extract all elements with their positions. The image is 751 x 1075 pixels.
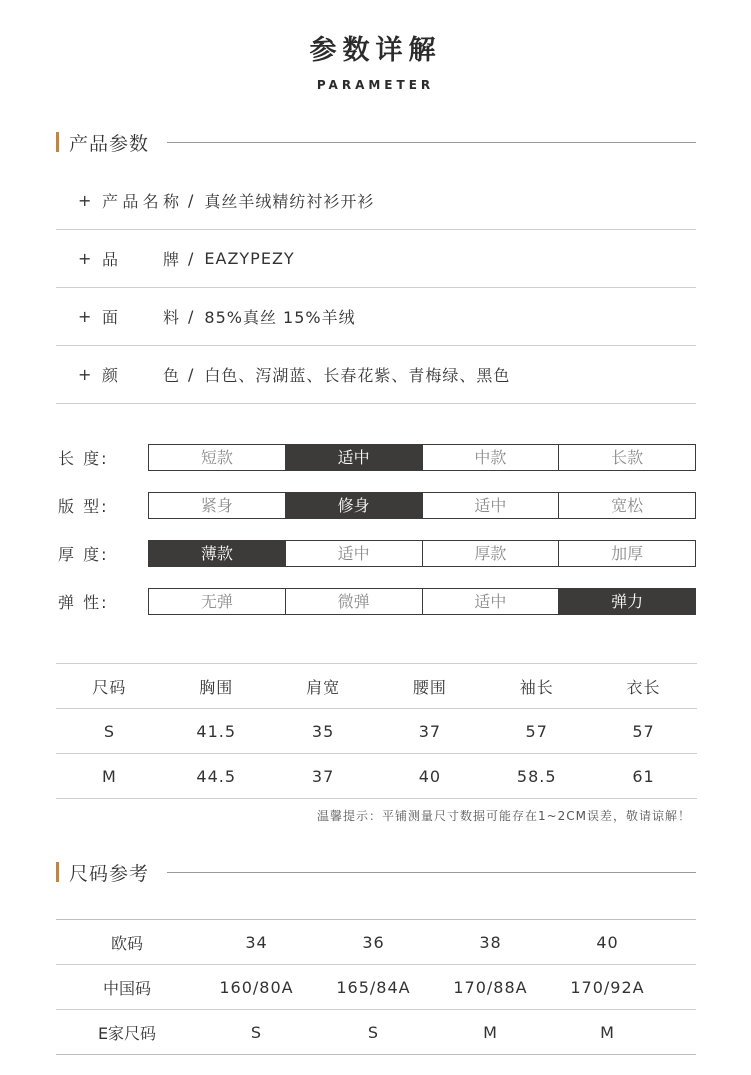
- table-cell: 160/80A: [219, 977, 294, 997]
- param-key: 产 品 名 称: [102, 192, 180, 211]
- scale-option: 紧身: [149, 493, 286, 518]
- table-row: [56, 709, 697, 754]
- param-row-color: [56, 346, 696, 404]
- param-row-brand: [56, 230, 696, 288]
- table-cell: 170/92A: [570, 977, 645, 997]
- table-cell: 35: [311, 721, 335, 741]
- table-cell: 57: [632, 721, 655, 741]
- row-label: 中国码: [102, 978, 151, 998]
- table-cell: 165/84A: [336, 977, 411, 997]
- accent-bar: [56, 862, 59, 882]
- param-separator: /: [188, 307, 195, 326]
- table-cell: 40: [418, 766, 442, 786]
- product-param-list: [56, 172, 696, 404]
- table-header-cell: 尺码: [92, 677, 127, 697]
- table-cell: S: [367, 1022, 380, 1042]
- table-header-row: [56, 664, 697, 709]
- scale-option: 宽松: [611, 496, 644, 515]
- param-value: 真丝羊绒精纺衬衫开衫: [204, 192, 375, 211]
- scale-option: 适中: [423, 589, 560, 614]
- table-cell: 40: [596, 932, 619, 952]
- param-separator: /: [188, 249, 195, 268]
- table-header-cell: 胸围: [199, 677, 234, 697]
- table-cell: 170/88A: [453, 977, 528, 997]
- scale-option: 薄款: [149, 541, 286, 566]
- scale-option: 短款: [149, 445, 286, 470]
- table-cell: 36: [362, 932, 385, 952]
- table-row: [56, 965, 696, 1010]
- page-subtitle: PARAMETER: [316, 78, 435, 92]
- scale-options: [148, 492, 696, 519]
- attribute-scales: [58, 444, 698, 636]
- scale-option: 长款: [611, 448, 644, 467]
- scale-option: 微弹: [286, 589, 423, 614]
- section-label: 尺码参考: [69, 862, 150, 885]
- plus-icon: +: [78, 307, 93, 326]
- param-separator: /: [188, 365, 195, 384]
- table-cell: 34: [245, 932, 268, 952]
- table-cell: M: [600, 1022, 615, 1042]
- scale-option: 弹力: [559, 589, 695, 614]
- scale-option: 修身: [286, 493, 423, 518]
- scale-options: [148, 444, 696, 471]
- param-key: 面 料: [102, 308, 180, 327]
- table-cell: 37: [418, 721, 442, 741]
- section-label: 产品参数: [69, 132, 150, 155]
- scale-row-elasticity: [58, 588, 698, 636]
- scale-option: 适中: [423, 493, 560, 518]
- param-row-fabric: [56, 288, 696, 346]
- table-header-cell: 腰围: [412, 677, 447, 697]
- row-label: 欧码: [110, 933, 143, 953]
- size-table: [56, 663, 697, 799]
- scale-row-thickness: [58, 540, 698, 588]
- plus-icon: +: [78, 365, 93, 384]
- table-cell: 58.5: [516, 766, 557, 786]
- table-row: [56, 754, 697, 799]
- scale-options: [148, 540, 696, 567]
- table-cell: S: [250, 1022, 263, 1042]
- param-value: 白色、泻湖蓝、长春花紫、青梅绿、黑色: [204, 366, 511, 385]
- param-key: 品 牌: [102, 250, 180, 269]
- param-value: EAZYPEZY: [204, 249, 295, 268]
- table-cell: 61: [632, 766, 655, 786]
- table-cell: M: [102, 766, 117, 786]
- row-label: E家尺码: [97, 1023, 157, 1043]
- plus-icon: +: [78, 249, 93, 268]
- table-row: [56, 1010, 696, 1055]
- scale-options: [148, 588, 696, 615]
- scale-option: 中款: [423, 445, 560, 470]
- divider-line: [167, 872, 696, 873]
- accent-bar: [56, 132, 59, 152]
- scale-label: 版 型:: [58, 497, 109, 516]
- measurement-note: 温馨提示：平铺测量尺寸数据可能存在1~2CM误差，敬请谅解！: [316, 809, 691, 823]
- table-cell: S: [103, 721, 115, 741]
- size-reference-table: [56, 919, 696, 1055]
- table-row: [56, 920, 696, 965]
- table-cell: 44.5: [196, 766, 237, 786]
- table-header-cell: 袖长: [519, 677, 554, 697]
- param-separator: /: [188, 191, 195, 210]
- param-key: 颜 色: [102, 366, 180, 385]
- scale-label: 厚 度:: [58, 545, 109, 564]
- scale-option: 无弹: [149, 589, 286, 614]
- scale-label: 长 度:: [58, 449, 109, 468]
- param-value: 85%真丝 15%羊绒: [204, 308, 356, 327]
- size-ref-section-heading: [56, 860, 696, 884]
- scale-option: 加厚: [611, 544, 644, 563]
- product-section-heading: [56, 130, 696, 154]
- page-title: 参数详解: [309, 35, 442, 66]
- param-row-name: [56, 172, 696, 230]
- scale-row-length: [58, 444, 698, 492]
- divider-line: [167, 142, 696, 143]
- scale-row-fit: [58, 492, 698, 540]
- table-cell: 38: [479, 932, 502, 952]
- table-cell: M: [483, 1022, 498, 1042]
- scale-option: 适中: [286, 445, 423, 470]
- table-cell: 41.5: [196, 721, 237, 741]
- scale-option: 厚款: [423, 541, 560, 566]
- table-cell: 57: [525, 721, 548, 741]
- scale-option: 适中: [286, 541, 423, 566]
- scale-label: 弹 性:: [58, 593, 109, 612]
- table-cell: 37: [311, 766, 335, 786]
- table-header-cell: 衣长: [626, 677, 661, 697]
- plus-icon: +: [78, 191, 93, 210]
- table-header-cell: 肩宽: [306, 677, 341, 697]
